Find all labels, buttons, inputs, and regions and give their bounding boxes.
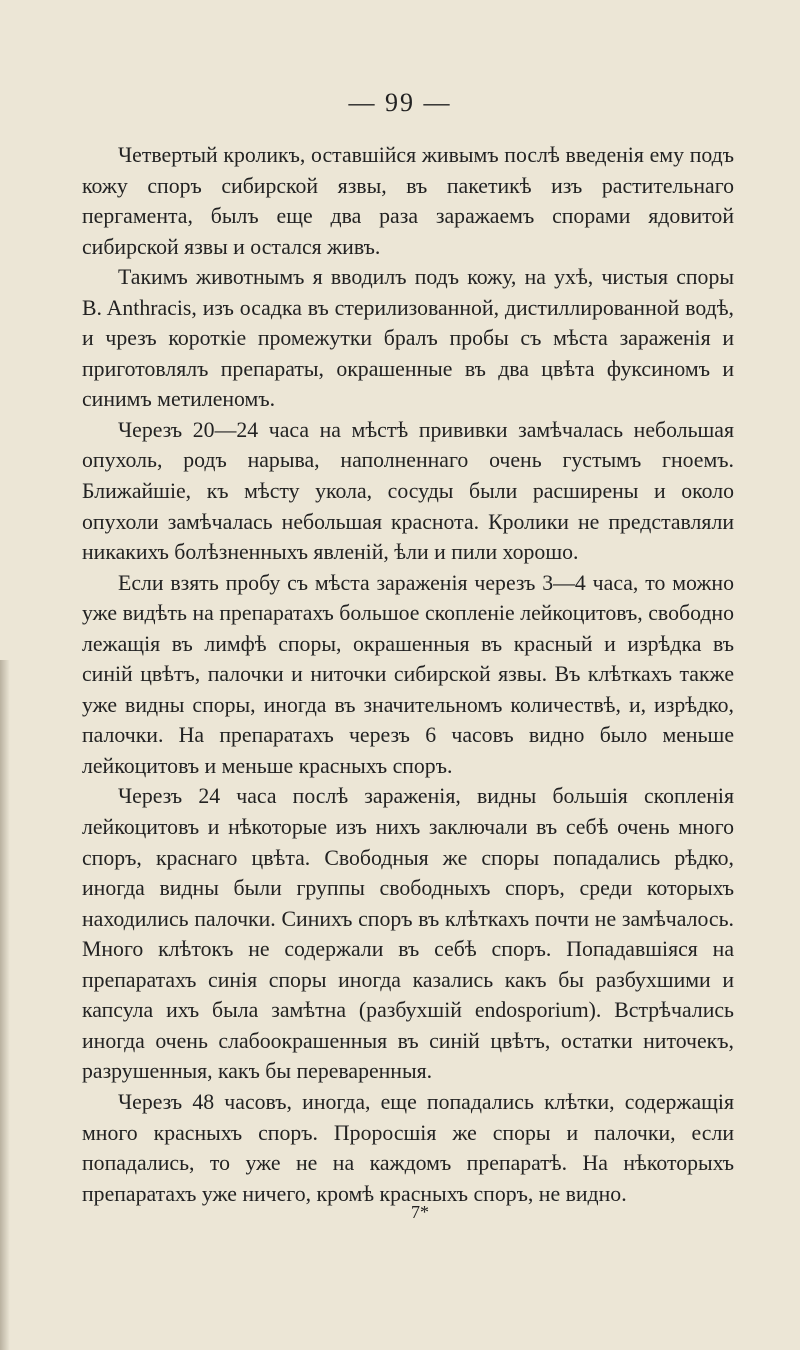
paragraph: Черезъ 20—24 часа на мѣстѣ прививки замѣчалась небольшая опухоль, родъ нарыва, наполненнаго очень густымъ гноемъ. Ближайшіе, къ мѣсту укола, сосуды были расширены и около опухоли замѣчалась небольшая краснота. Кролики не представляли никакихъ болѣзненныхъ явленій, ѣли и пили хорошо. [82, 417, 734, 565]
body-text [82, 140, 734, 1209]
page-edge-shadow [0, 660, 10, 1350]
paragraph: Черезъ 48 часовъ, иногда, еще попадались клѣтки, содержащія много красныхъ споръ. Проросшія же споры и палочки, если попадались, то уже не на каждомъ препаратѣ. На нѣкоторыхъ препаратахъ уже ничего, кромѣ красныхъ споръ, не видно. [82, 1089, 734, 1206]
paragraph: Если взять пробу съ мѣста зараженія черезъ 3—4 часа, то можно уже видѣть на препаратахъ большое скопленіе лейкоцитовъ, свободно лежащія въ лимфѣ споры, окрашенныя въ красный и изрѣдка въ синій цвѣтъ, палочки и ниточки сибирской язвы. Въ клѣткахъ также уже видны споры, иногда въ значительномъ количествѣ, и, изрѣдко, палочки. На препаратахъ черезъ 6 часовъ видно было меньше лейкоцитовъ и меньше красныхъ споръ. [82, 570, 734, 778]
paragraph: Четвертый кроликъ, оставшійся живымъ послѣ введенія ему подъ кожу споръ сибирской язвы, въ пакетикѣ изъ растительнаго пергамента, былъ еще два раза заражаемъ спорами ядовитой сибирской язвы и остался живъ. [82, 143, 734, 259]
paragraph: Черезъ 24 часа послѣ зараженія, видны большія скопленія лейкоцитовъ и нѣкоторые изъ нихъ заключали въ себѣ очень много споръ, краснаго цвѣта. Свободныя же споры попадались рѣдко, иногда видны были группы свободныхъ споръ, среди которыхъ находились палочки. Синихъ споръ въ клѣткахъ почти не замѣчалось. Много клѣтокъ не содержали въ себѣ споръ. Попадавшіяся на препаратахъ синія споры иногда казались какъ бы разбухшими и капсула ихъ была замѣтна (разбухшій endosporium). Встрѣчались иногда очень слабоокрашенныя въ синій цвѣтъ, остатки ниточекъ, разрушенныя, какъ бы переваренныя. [82, 784, 734, 1084]
page-number: — 99 — [348, 88, 452, 117]
paragraph: Такимъ животнымъ я вводилъ подъ кожу, на ухѣ, чистыя споры B. Anthracis, изъ осадка въ стерилизованной, дистиллированной водѣ, и чрезъ короткіе промежутки бралъ пробы съ мѣста зараженія и приготовлялъ препараты, окрашенные въ два цвѣта фуксиномъ и синимъ метиленомъ. [82, 265, 734, 412]
printer-signature-mark: 7* [411, 1202, 429, 1222]
